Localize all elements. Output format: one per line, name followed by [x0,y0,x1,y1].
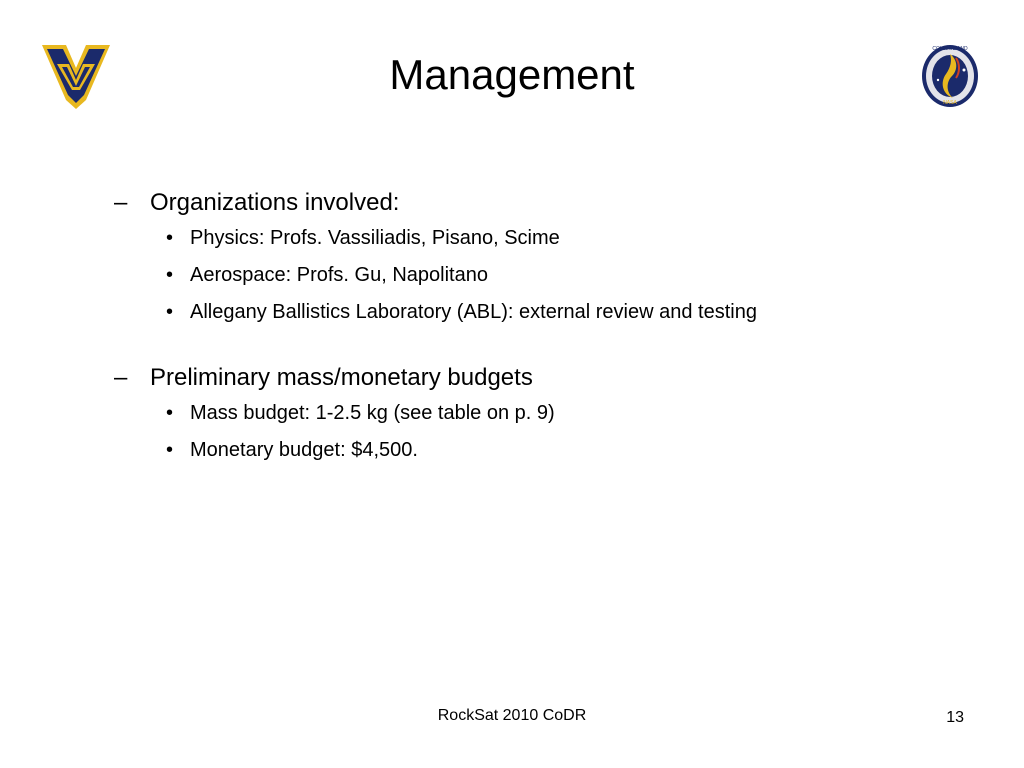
section-budgets [110,361,970,469]
slide-content [110,186,970,499]
section-heading-text: Organizations involved: [150,189,400,216]
section-organizations [110,186,970,331]
bullet-marker: • [166,439,174,461]
page-number: 13 [946,709,964,726]
list-item [110,432,970,469]
seal-bottom-text: NASA [943,100,957,106]
bullet-marker: • [166,301,174,323]
section-heading [110,361,970,395]
list-item [110,294,970,331]
list-item [110,395,970,432]
slide-title: Management [389,51,635,98]
section-heading-text: Preliminary mass/monetary budgets [150,364,533,391]
list-item [110,220,970,257]
bullet-marker: • [166,402,174,424]
list-item [110,257,970,294]
dash-marker: – [114,189,128,216]
section-heading [110,186,970,220]
list-item-text: Mass budget: 1-2.5 kg (see table on p. 9) [190,402,555,424]
slide-footer: RockSat 2010 CoDR [437,707,587,724]
list-item-text: Allegany Ballistics Laboratory (ABL): external review and testing [190,301,757,323]
list-item-text: Physics: Profs. Vassiliadis, Pisano, Scime [190,227,560,249]
dash-marker: – [114,364,128,391]
list-item-text: Aerospace: Profs. Gu, Napolitano [190,264,488,286]
bullet-marker: • [166,264,174,286]
list-item-text: Monetary budget: $4,500. [190,439,418,461]
bullet-marker: • [166,227,174,249]
seal-top-text: COLLEGE AND [932,46,968,52]
